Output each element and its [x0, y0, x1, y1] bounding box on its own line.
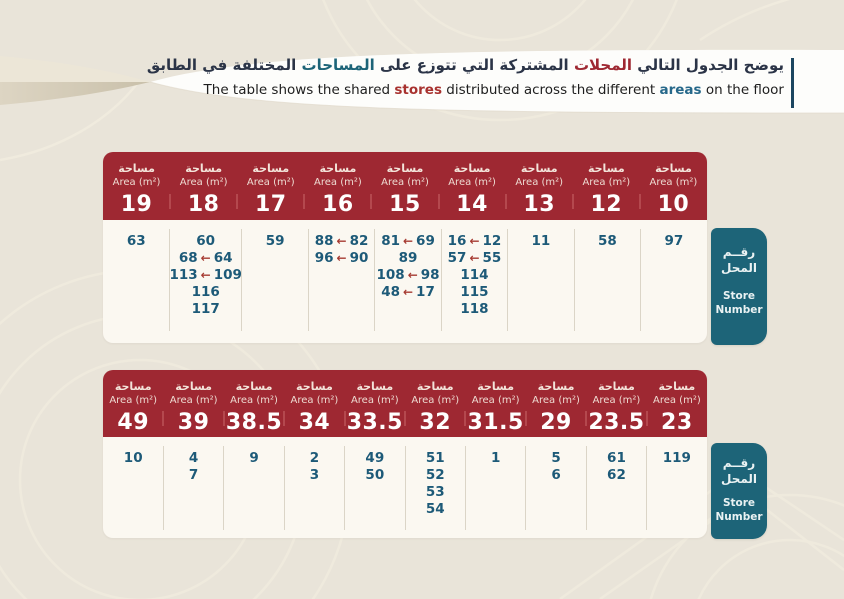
store-number-old: 109	[213, 267, 242, 283]
area-header-cell	[405, 370, 465, 437]
store-column	[345, 437, 405, 538]
store-number	[375, 284, 441, 301]
area-header-cell	[237, 152, 304, 220]
store-number: 49	[365, 450, 385, 466]
area-label-arabic: مساحة	[658, 380, 696, 393]
area-label-english: Area (m²)	[471, 395, 520, 406]
store-number: 116	[191, 284, 220, 300]
store-number: 4	[188, 450, 199, 466]
area-label-english: Area (m²)	[582, 177, 631, 188]
area-header-cell	[647, 370, 707, 437]
area-label-arabic: مساحة	[655, 162, 692, 175]
area-label-arabic: مساحة	[386, 162, 424, 175]
store-number: 50	[365, 467, 385, 483]
store-column	[242, 220, 308, 343]
area-label-arabic: مساحة	[175, 380, 212, 393]
area-label-arabic: مساحة	[477, 380, 514, 393]
store-number: 2	[309, 450, 320, 466]
store-number: 115	[460, 284, 489, 300]
store-number-new: 96	[314, 250, 334, 266]
area-label-arabic: مساحة	[537, 380, 575, 393]
area-header-cell	[526, 370, 586, 437]
area-label-arabic: مساحة	[319, 162, 357, 175]
area-header-cell	[170, 152, 237, 220]
store-number	[375, 233, 441, 250]
title-ar-part2: المشتركة التي تتوزع على	[380, 56, 569, 74]
store-number	[169, 250, 241, 267]
area-label-english: Area (m²)	[246, 177, 295, 188]
store-column	[163, 437, 223, 538]
store-number-new: 88	[314, 233, 334, 249]
area-value: 23.5	[588, 410, 645, 435]
header-accent-bar	[791, 58, 795, 108]
side-label-arabic: رقــم المحل	[720, 245, 758, 275]
store-number-new: 113	[169, 267, 198, 283]
left-arrow-icon: ←	[336, 251, 347, 265]
area-value: 19	[120, 192, 153, 217]
store-number: 119	[662, 450, 691, 466]
store-number: 9	[249, 450, 259, 466]
store-number-old: 82	[349, 233, 369, 249]
title-arabic	[147, 55, 784, 76]
area-label-arabic: مساحة	[598, 380, 635, 393]
store-number-new: 48	[381, 284, 400, 300]
area-value: 29	[540, 410, 572, 435]
area-header-cell	[103, 370, 163, 437]
store-number	[375, 267, 441, 284]
area-value: 39	[177, 410, 210, 435]
area-header-row	[103, 370, 707, 437]
area-value: 17	[254, 192, 287, 217]
area-label-english: Area (m²)	[448, 177, 496, 188]
store-number-old: 17	[416, 284, 435, 300]
area-value: 16	[322, 192, 354, 217]
store-column	[574, 220, 640, 343]
title-en-part2: distributed across the different	[446, 82, 656, 98]
store-number: 114	[460, 267, 489, 283]
store-number-new: 81	[381, 233, 400, 249]
area-header-cell	[163, 370, 223, 437]
area-header-cell	[284, 370, 344, 437]
store-number: 61	[607, 450, 626, 466]
store-number	[169, 267, 241, 284]
area-label-arabic: مساحة	[587, 162, 625, 175]
store-number-old: 69	[416, 233, 435, 249]
store-number-side-label	[711, 228, 767, 345]
area-label-english: Area (m²)	[592, 395, 641, 406]
store-number	[441, 250, 507, 267]
store-number: 1	[490, 450, 501, 466]
area-label-english: Area (m²)	[652, 395, 701, 406]
store-number: 89	[398, 250, 418, 266]
area-header-cell	[224, 370, 284, 437]
store-column	[405, 437, 465, 538]
store-number: 51	[425, 450, 445, 466]
area-label-arabic: مساحة	[118, 162, 155, 175]
store-number: 54	[425, 501, 445, 517]
left-arrow-icon: ←	[469, 251, 480, 265]
area-value: 10	[657, 192, 690, 217]
store-number-grid	[103, 437, 707, 538]
area-label-english: Area (m²)	[411, 395, 460, 406]
area-value: 15	[389, 192, 421, 217]
left-arrow-icon: ←	[336, 234, 347, 248]
store-number: 10	[123, 450, 143, 466]
area-value: 23	[661, 410, 693, 435]
area-label-english: Area (m²)	[169, 395, 218, 406]
area-value: 14	[456, 192, 488, 217]
area-header-row	[103, 152, 707, 220]
area-table-upper	[103, 152, 763, 343]
store-column	[586, 437, 646, 538]
side-label-english: Store Number	[715, 290, 763, 316]
area-value: 49	[117, 410, 150, 435]
area-label-english: Area (m²)	[109, 395, 158, 406]
area-header-cell	[586, 370, 646, 437]
area-label-english: Area (m²)	[179, 177, 228, 188]
store-number: 97	[664, 233, 684, 249]
store-number-old: 98	[420, 267, 440, 283]
store-number: 58	[597, 233, 617, 249]
store-number: 59	[265, 233, 285, 249]
store-number: 3	[309, 467, 320, 483]
area-label-arabic: مساحة	[114, 380, 152, 393]
title-ar-part3: المختلفة في الطابق	[146, 56, 297, 74]
left-arrow-icon: ←	[402, 234, 414, 248]
area-header-cell	[640, 152, 707, 220]
area-value: 34	[298, 410, 331, 435]
store-number: 62	[607, 467, 626, 483]
area-value: 18	[187, 192, 220, 217]
area-header-cell	[506, 152, 573, 220]
area-value: 13	[523, 192, 556, 217]
store-number-new: 108	[376, 267, 405, 283]
store-number: 53	[425, 484, 445, 500]
area-header-cell	[304, 152, 371, 220]
store-number: 11	[531, 233, 551, 249]
area-value: 32	[419, 410, 452, 435]
area-label-english: Area (m²)	[649, 177, 698, 188]
store-number-old: 12	[482, 233, 502, 249]
title-en-part1: The table shows the shared	[203, 82, 391, 98]
store-number: 63	[126, 233, 146, 249]
title-ar-highlight-areas: المساحات	[301, 56, 375, 74]
area-label-english: Area (m²)	[112, 177, 161, 188]
area-label-english: Area (m²)	[350, 395, 399, 406]
left-arrow-icon: ←	[469, 234, 480, 248]
area-label-english: Area (m²)	[230, 395, 278, 406]
left-arrow-icon: ←	[200, 268, 211, 282]
store-number: 60	[196, 233, 216, 249]
store-column	[284, 437, 344, 538]
store-number: 117	[191, 301, 220, 317]
area-value: 12	[590, 192, 623, 217]
side-label-english: Store Number	[715, 497, 763, 523]
store-column	[375, 220, 441, 343]
area-table-lower	[103, 370, 763, 538]
store-number-old: 64	[213, 250, 233, 266]
store-column	[441, 220, 507, 343]
store-number: 5	[551, 450, 561, 466]
store-number	[308, 233, 374, 250]
store-number-old: 90	[349, 250, 369, 266]
area-label-english: Area (m²)	[290, 395, 339, 406]
store-number-new: 57	[447, 250, 467, 266]
area-header-cell	[371, 152, 438, 220]
store-column	[647, 437, 707, 538]
area-label-arabic: مساحة	[252, 162, 290, 175]
title-english	[147, 81, 784, 99]
store-number-new: 68	[178, 250, 198, 266]
area-header-cell	[573, 152, 640, 220]
area-header-cell	[103, 152, 170, 220]
area-label-english: Area (m²)	[515, 177, 564, 188]
store-column	[103, 220, 169, 343]
title-ar-part1: يوضح الجدول التالي	[637, 56, 784, 74]
area-header-cell	[345, 370, 405, 437]
left-arrow-icon: ←	[402, 285, 414, 299]
store-number: 52	[425, 467, 445, 483]
left-arrow-icon: ←	[407, 268, 418, 282]
area-header-cell	[465, 370, 525, 437]
area-label-arabic: مساحة	[520, 162, 558, 175]
store-column	[508, 220, 574, 343]
title-en-highlight-stores: stores	[394, 82, 442, 98]
store-column	[103, 437, 163, 538]
store-number-grid	[103, 220, 707, 343]
area-header-cell	[439, 152, 506, 220]
area-label-english: Area (m²)	[314, 177, 362, 188]
store-number-new: 16	[447, 233, 467, 249]
store-column	[465, 437, 525, 538]
area-value: 33.5	[346, 410, 403, 435]
title-ar-highlight-stores: المحلات	[573, 56, 633, 74]
title-en-highlight-areas: areas	[659, 82, 702, 98]
store-column	[169, 220, 241, 343]
store-number	[441, 233, 507, 250]
store-number: 7	[188, 467, 199, 483]
area-label-arabic: مساحة	[416, 380, 454, 393]
area-value: 38.5	[225, 410, 283, 435]
store-number-side-label	[711, 443, 767, 539]
store-number-old: 55	[482, 250, 502, 266]
store-number	[308, 250, 374, 267]
store-column	[641, 220, 707, 343]
store-column	[308, 220, 374, 343]
area-label-arabic: مساحة	[356, 380, 394, 393]
area-value: 31.5	[467, 410, 524, 435]
area-label-english: Area (m²)	[381, 177, 429, 188]
store-number: 6	[551, 467, 561, 483]
store-number: 118	[460, 301, 489, 317]
area-label-arabic: مساحة	[453, 162, 491, 175]
area-label-arabic: مساحة	[185, 162, 223, 175]
store-column	[526, 437, 586, 538]
side-label-arabic: رقــم المحل	[720, 456, 758, 486]
area-label-english: Area (m²)	[532, 395, 580, 406]
title-en-part3: on the floor	[705, 82, 784, 98]
store-column	[224, 437, 284, 538]
area-label-arabic: مساحة	[235, 380, 273, 393]
area-label-arabic: مساحة	[296, 380, 333, 393]
left-arrow-icon: ←	[200, 251, 211, 265]
header-titles	[147, 55, 784, 99]
